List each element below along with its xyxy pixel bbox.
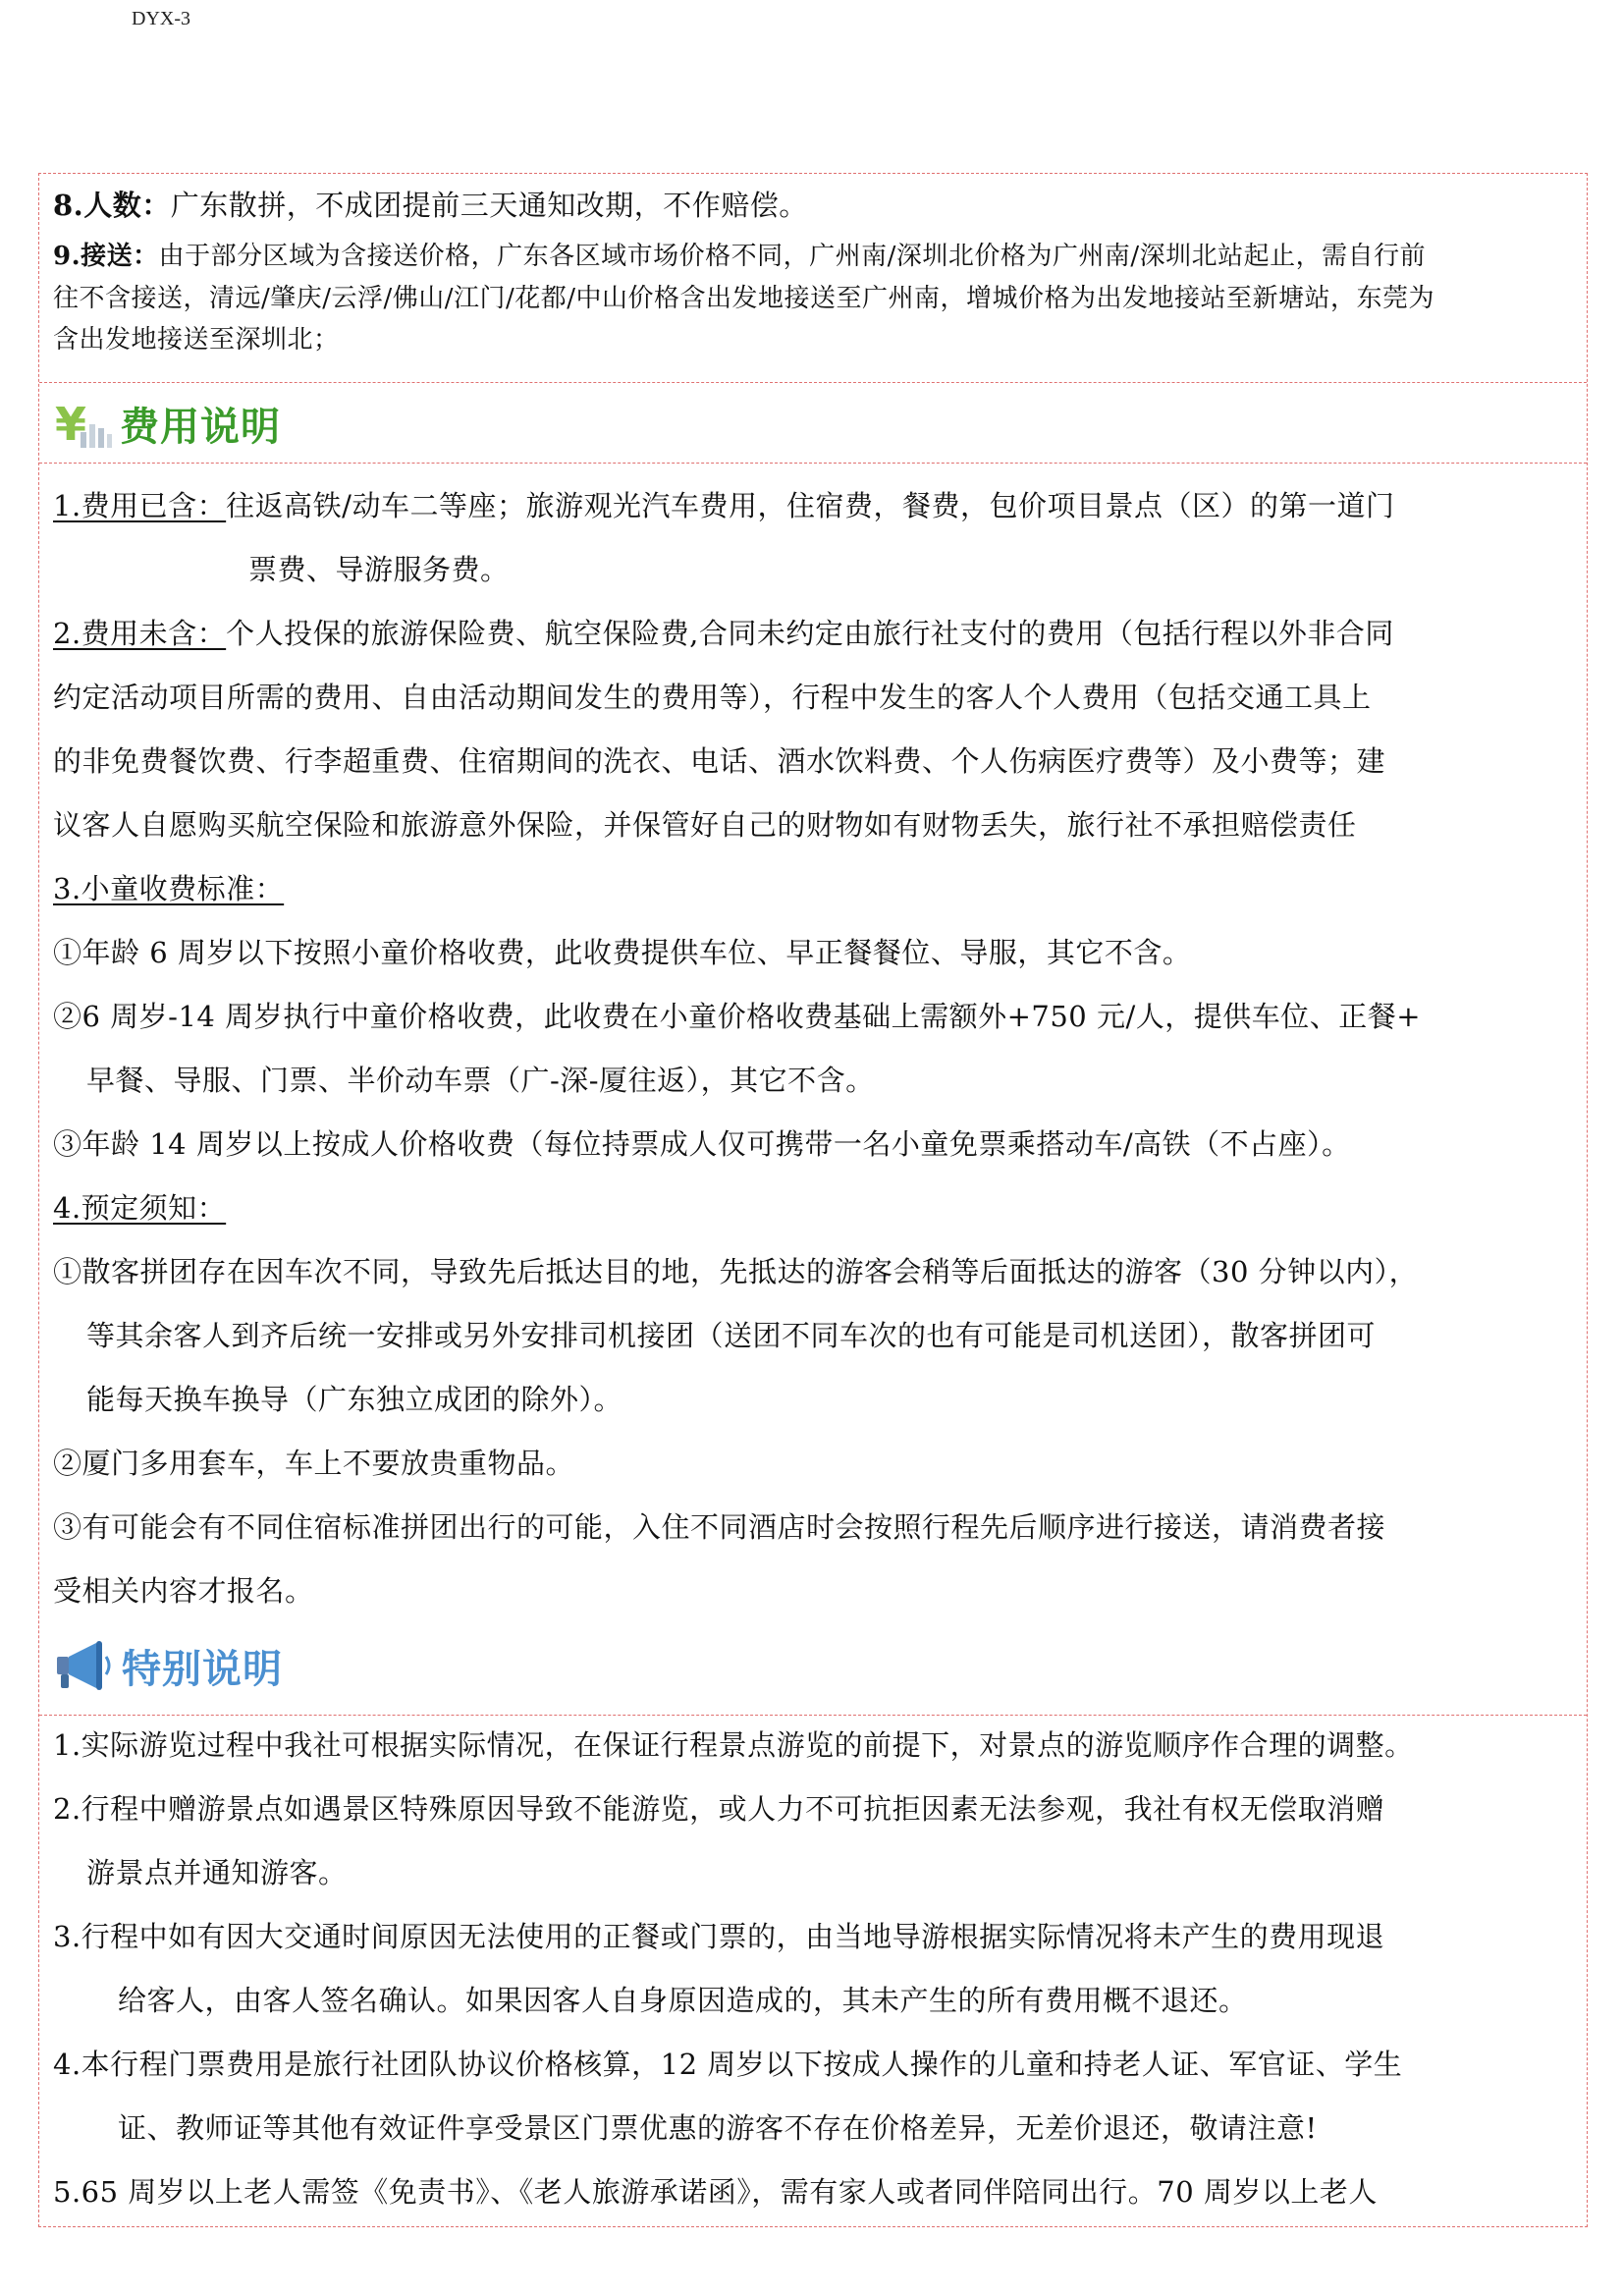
special-title: 特别说明	[122, 1646, 283, 1692]
section-divider	[39, 463, 1587, 464]
note-item-9-label: 9.接送：	[53, 242, 159, 271]
child-fee-item-1: ①年龄 6 周岁以下按照小童价格收费，此收费提供车位、早正餐餐位、导服，其它不含。	[53, 936, 1192, 969]
booking-item-1-line-3: 能每天换车换导（广东独立成团的除外）。	[86, 1383, 623, 1416]
booking-item-3-line-1: ③有可能会有不同住宿标准拼团出行的可能，入住不同酒店时会按照行程先后顺序进行接送，请消费者接	[53, 1510, 1386, 1544]
special-item-2-line-1: 2.行程中赠游景点如遇景区特殊原因导致不能游览，或人力不可抗拒因素无法参观，我社有权无偿取消赠	[53, 1792, 1385, 1826]
special-item-1: 1.实际游览过程中我社可根据实际情况，在保证行程景点游览的前提下，对景点的游览顺序作合理的调整。	[53, 1728, 1414, 1762]
fees-included-label: 1.费用已含：	[53, 489, 227, 522]
megaphone-icon	[53, 1637, 116, 1694]
note-item-9-line-3: 含出发地接送至深圳北；	[53, 325, 340, 355]
fees-title: 费用说明	[120, 404, 281, 450]
note-item-8-text: 广东散拼，不成团提前三天通知改期，不作赔偿。	[170, 189, 808, 222]
note-item-8-label: 8.人数：	[53, 189, 171, 222]
fees-included-text-1: 往返高铁/动车二等座；旅游观光汽车费用，住宿费，餐费，包价项目景点（区）的第一道门	[226, 489, 1395, 522]
fees-excluded-line-2: 约定活动项目所需的费用、自由活动期间发生的费用等），行程中发生的客人个人费用（包括交通工具上	[53, 681, 1372, 714]
note-item-9-text-1: 由于部分区域为含接送价格，广东各区域市场价格不同，广州南/深圳北价格为广州南/深圳北站起止，需自行前	[158, 242, 1427, 271]
special-item-3-line-1: 3.行程中如有因大交通时间原因无法使用的正餐或门票的，由当地导游根据实际情况将未产生的费用现退	[53, 1920, 1385, 1953]
child-fee-item-3: ③年龄 14 周岁以上按成人价格收费（每位持票成人仅可携带一名小童免票乘搭动车/高铁（不占座）。	[53, 1127, 1351, 1161]
note-item-9-line-1	[53, 239, 1575, 274]
note-item-9-line-2: 往不含接送，清远/肇庆/云浮/佛山/江门/花都/中山价格含出发地接送至广州南，增城价格为出发地接站至新塘站，东莞为	[53, 284, 1435, 313]
fees-excluded-line-1	[53, 614, 1575, 653]
fees-included-line-2: 票费、导游服务费。	[248, 553, 510, 586]
special-item-2-line-2: 游景点并通知游客。	[86, 1856, 348, 1889]
child-fee-label: 3.小童收费标准：	[53, 872, 285, 905]
document-code: DYX-3	[132, 8, 190, 29]
booking-notes-label: 4.预定须知：	[53, 1191, 227, 1225]
booking-notes-heading	[53, 1188, 1575, 1228]
booking-item-2: ②厦门多用套车，车上不要放贵重物品。	[53, 1447, 575, 1480]
special-item-4-line-1: 4.本行程门票费用是旅行社团队协议价格核算，12 周岁以下按成人操作的儿童和持老人证、军官证、学生	[53, 2048, 1403, 2081]
svg-text:¥: ¥	[55, 398, 87, 451]
special-item-4-line-2: 证、教师证等其他有效证件享受景区门票优惠的游客不存在价格差异，无差价退还，敬请注意!	[118, 2111, 1318, 2145]
fees-excluded-line-3: 的非免费餐饮费、行李超重费、住宿期间的洗衣、电话、酒水饮料费、个人伤病医疗费等）及小费等；建	[53, 744, 1386, 778]
fees-excluded-text-1: 个人投保的旅游保险费、航空保险费,合同未约定由旅行社支付的费用（包括行程以外非合同	[226, 617, 1394, 650]
fees-heading	[53, 395, 281, 452]
child-fee-heading	[53, 869, 1575, 908]
fees-included-line-1	[53, 486, 1575, 525]
special-item-3-line-2: 给客人，由客人签名确认。如果因客人自身原因造成的，其未产生的所有费用概不退还。	[118, 1984, 1248, 2017]
yen-chart-icon	[53, 395, 114, 452]
section-divider	[39, 382, 1587, 383]
booking-item-3-line-2: 受相关内容才报名。	[53, 1574, 314, 1608]
booking-item-1-line-2: 等其余客人到齐后统一安排或另外安排司机接团（送团不同车次的也有可能是司机送团），散客拼团可	[86, 1319, 1377, 1352]
special-heading	[53, 1637, 283, 1694]
booking-item-1-line-1: ①散客拼团存在因车次不同，导致先后抵达目的地，先抵达的游客会稍等后面抵达的游客（30 分钟以内），	[53, 1255, 1419, 1288]
itinerary-notes-box	[38, 173, 1588, 2227]
fees-excluded-line-4: 议客人自愿购买航空保险和旅游意外保险，并保管好自己的财物如有财物丢失，旅行社不承担赔偿责任	[53, 808, 1357, 842]
child-fee-item-2-line-1: ②6 周岁-14 周岁执行中童价格收费，此收费在小童价格收费基础上需额外+750 元/人，提供车位、正餐+	[53, 1000, 1422, 1033]
section-divider	[39, 1715, 1587, 1716]
special-item-5: 5.65 周岁以上老人需签《免责书》、《老人旅游承诺函》，需有家人或者同伴陪同出行。70 周岁以上老人	[53, 2175, 1378, 2209]
note-item-8	[53, 186, 1575, 225]
child-fee-item-2-line-2: 早餐、导服、门票、半价动车票（广-深-厦往返），其它不含。	[86, 1064, 875, 1097]
fees-excluded-label: 2.费用未含：	[53, 617, 227, 650]
